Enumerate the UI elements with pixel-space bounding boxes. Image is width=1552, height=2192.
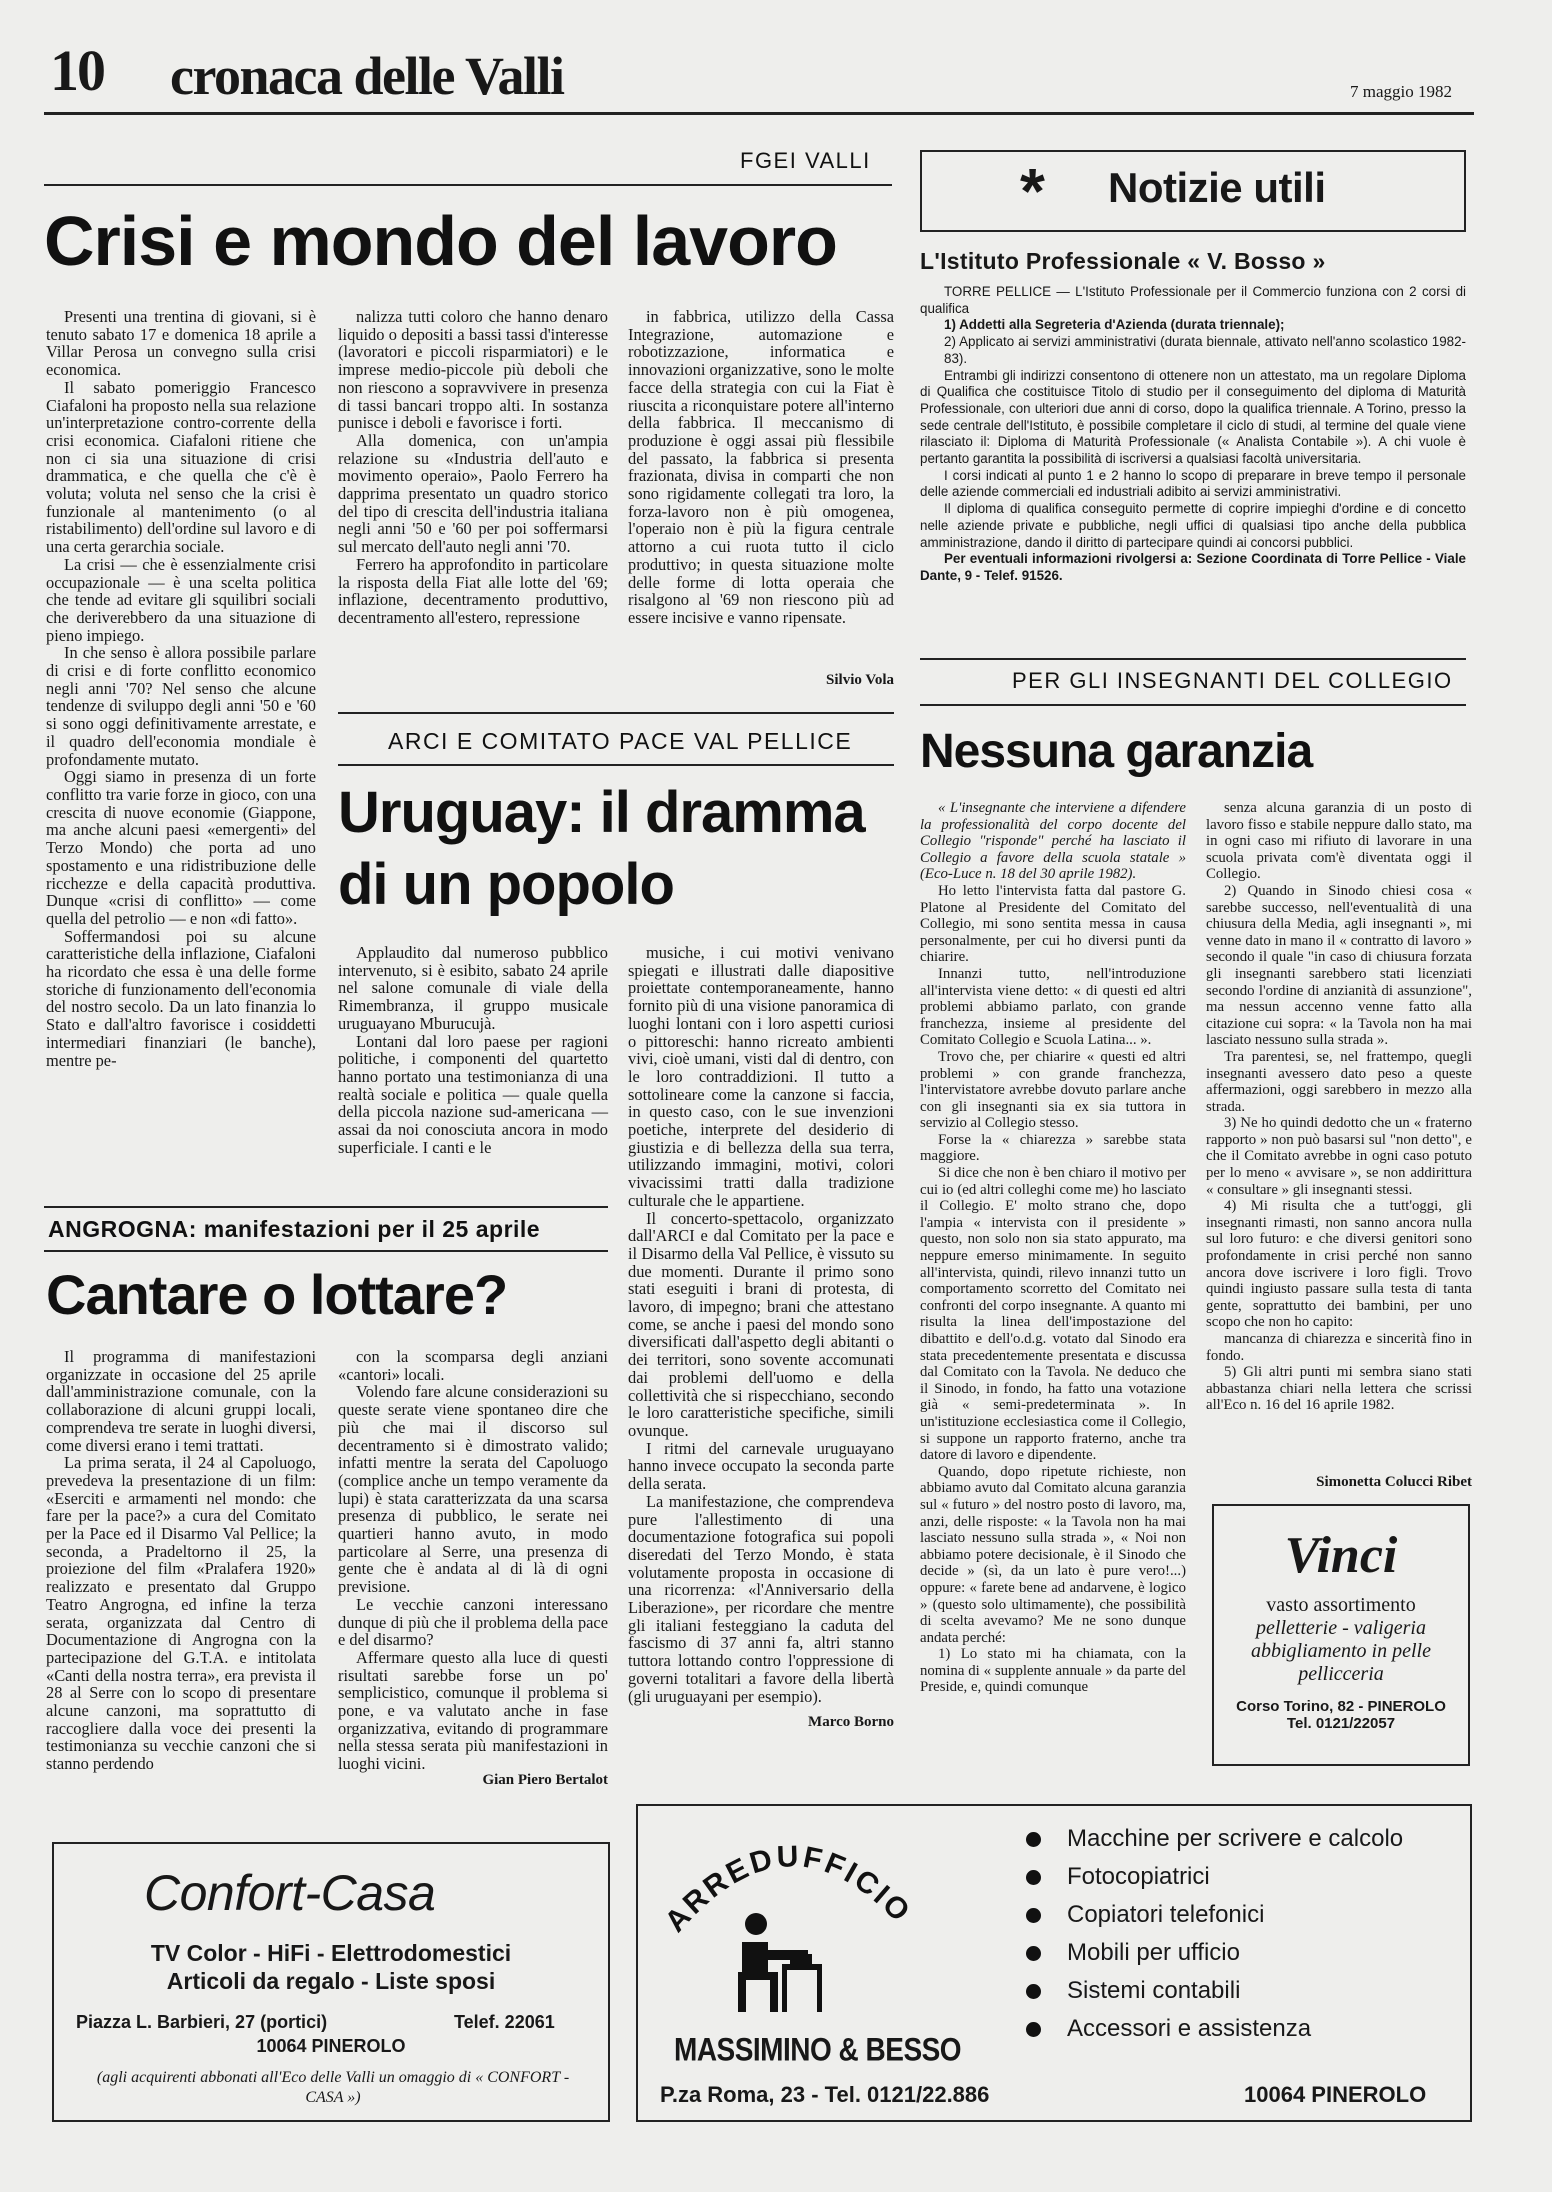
article4-headline: Nessuna garanzia (920, 725, 1313, 778)
article2-col2 (628, 944, 894, 1712)
list-item-label: Sistemi contabili (1067, 1977, 1241, 2004)
article4-col2-p1: senza alcuna garanzia di un posto di lavoro fisso e stabile neppure dallo stato, ma in ogni caso mi rifiuto di lavorare in una scuola privata com'è diventata oggi il Collegio. (1206, 800, 1472, 883)
article1-col2-p2: Alla domenica, con un'ampia relazione su «Industria dell'auto e movimento operaio», Paolo Ferrero ha dapprima presentato un quadro storico del tipo di crescita dell'industria italiana negli anni '50 e '60 per poi soffermarsi sul mercato dell'auto negli anni '70. (338, 430, 608, 557)
article1-headline: Crisi e mondo del lavoro (44, 202, 837, 280)
list-item-label: Copiatori telefonici (1067, 1901, 1265, 1928)
article3-headline: Cantare o lottare? (46, 1263, 508, 1326)
article2-kicker: ARCI E COMITATO PACE VAL PELLICE (388, 728, 853, 754)
ad-vinci-line1: vasto assortimento (1266, 1594, 1416, 1616)
list-item-label: Accessori e assistenza (1067, 2015, 1312, 2042)
article1-col2-p3: Ferrero ha approfondito in particolare la risposta della Fiat alle lotte del '69; inflazione, decentramento produttivo, decentramento all'estero, repressione (338, 554, 608, 627)
ad-confort-casa (52, 1842, 610, 2122)
notizie-p4: Entrambi gli indirizzi consentono di ottenere non un attestato, ma un regolare Diploma di Qualifica che costituisce Titolo di studio per il conseguimento del diploma di Maturità Professionale, con ulteriori due anni di corso, dopo la qualifica triennale. A Torino, presso la sede centrale dell'Istituto, è possibile completare il ciclo di studi, al termine del quale viene rilasciato il: Diploma di Maturità Professionale (« Analista Contabile »). A chi vuole è pertanto garantita la possibilità di iscriversi a qualsiasi facoltà universitaria. (920, 367, 1466, 467)
article4-signature: Simonetta Colucci Ribet (1316, 1474, 1472, 1490)
article2-col1 (338, 944, 608, 1180)
list-item-label: Fotocopiatrici (1067, 1863, 1210, 1890)
article1-col1-p1: Presenti una trentina di giovani, si è tenuto sabato 17 e domenica 18 aprile a Villar Perosa un convegno sulla crisi economica. (46, 307, 316, 380)
article4-col2-p3: Tra parentesi, se, nel frattempo, quegli insegnanti avessero dato peso a queste affermazioni, oggi sarebbero in mezzo alla strada. (1206, 1048, 1472, 1115)
ad-confort-phone: Telef. 22061 (454, 2012, 555, 2032)
article3-col2-p1: con la scomparsa degli anziani «cantori» locali. (338, 1347, 608, 1384)
newspaper-title: cronaca delle Valli (170, 46, 564, 106)
article3-col1-p1: Il programma di manifestazioni organizzate in occasione del 25 aprile dall'amministrazione comunale, con la collaborazione di alcuni gruppi locali, comprendeva tre serate in luoghi diversi, come diversi erano i temi trattati. (46, 1347, 316, 1455)
notizie-p7: Per eventuali informazioni rivolgersi a: Sezione Coordinata di Torre Pellice - Viale Dante, 9 - Telef. 91526. (920, 551, 1466, 583)
article1-col1-p3: La crisi — che è essenzialmente crisi occupazionale — è una scelta politica che tende ad evitare gli squilibri sociali che deriverebbero da una situazione di pieno impiego. (46, 554, 316, 645)
page-number: 10 (50, 38, 104, 103)
article4-col2-p5: 4) Mi risulta che a tutt'oggi, gli insegnanti rimasti, non sanno ancora nulla sul loro futuro: e che diversi genitori sono profondamente in crisi perché non sanno ancora dove iscrivere i loro figli. Trovo quindi ingiusto passare sulla testa di tanta gente, soprattutto dei bambini, per uno scopo che non ho capito: (1206, 1198, 1472, 1331)
ad-confort-name: Confort-Casa (144, 1865, 436, 1921)
article1-kicker-rule (44, 184, 892, 186)
ad-arredufficio-list (1026, 1820, 1403, 2048)
article3-col2-p4: Affermare questo alla luce di questi risultati sarebbe forse un po' semplicistico, comunque il problema si pone, e va valutato anche in fase organizzativa, evitando di programmare nella stessa serata più manifestazioni in luoghi vicini. (338, 1647, 608, 1774)
list-item (1026, 2010, 1403, 2048)
ad-arredufficio-company: MASSIMINO & BESSO (674, 2031, 962, 2068)
article1-signature: Silvio Vola (826, 672, 894, 688)
article3-col2 (338, 1347, 608, 1774)
article4-col1-p7: Quando, dopo ripetute richieste, non abbiamo avuto dal Comitato alcuna garanzia sul « futuro » del nostro posto di lavoro, ma, anzi, delle risposte: « la Tavola non ha mai lasciato nessuno sulla strada », « Noi non abbiamo potere decisionale, è il Sinodo che decide » (sì, da un lato è pure vero!...) oppure: « farete bene ad andarvene, è logico » (questo solo ultimamente), che possibilità di scelta avevamo? Me ne sono dunque andata perché: (920, 1463, 1186, 1646)
article1-col1-p2: Il sabato pomeriggio Francesco Ciafaloni ha proposto nella sua relazione un'interpretazione contro-corrente della crisi economica. Ciafaloni ritiene che non ci sia una situazione di crisi drammatica, e che quella che c'è è voluta; voluta nel senso che la crisi è funzionale al mantenimento (o al ristabilimento) dell'ordine sul lavoro e di una certa gerarchia sociale. (46, 377, 316, 557)
ad-confort-city: 10064 PINEROLO (256, 2036, 406, 2056)
article1-col2-p1: nalizza tutti coloro che hanno denaro liquido o depositi a bassi tassi d'interesse (lavoratori e piccoli risparmiatori) e le imprese medio-piccole più deboli che non riescono a sopravvivere in presenza di tassi bancari troppo alti. In sostanza punisce i deboli e favorisce i forti. (338, 307, 608, 433)
article1-col3-p1: in fabbrica, utilizzo della Cassa Integrazione, automazione e robotizzazione, informatica e innovazioni organizzative, sono le molte facce della strategia con cui la Fiat è riuscita a riconquistare potere all'interno della fabbrica. Il meccanismo di produzione è oggi assai più flessibile del passato, la fabbrica si presenta frazionata, divisa in comparti che non sono rigidamente collegati tra loro, la forza-lavoro non è più omogenea, l'operaio non è più la figura centrale attorno a cui ruota tutto il ciclo produttivo; in questa situazione molte delle forme di lotta operaia che risalgono al '69 non riescono più ad essere incisive e vanno ripensate. (628, 307, 894, 627)
bullet-icon (1026, 2022, 1041, 2037)
article4-col1-p5: Forse la « chiarezza » sarebbe stata maggiore. (920, 1131, 1186, 1165)
ad-arredufficio (636, 1804, 1472, 2122)
article1-col2 (338, 308, 608, 698)
list-item (1026, 1820, 1403, 1858)
article4-col2-p4: 3) Ne ho quindi dedotto che un « fraterno rapporto » non può basarsi sul "non detto", e che il Comitato avrebbe in ogni caso potuto per lo meno « avvisare », se non addirittura « consultare » gli insegnanti stessi. (1206, 1115, 1472, 1198)
article4-col1-p2: Ho letto l'intervista fatta dal pastore G. Platone al Presidente del Comitato del Collegio, mi sono sentita messa in causa personalmente, per cui ho diversi punti da chiarire. (920, 882, 1186, 966)
article2-headline-line1: Uruguay: il dramma (338, 780, 865, 845)
article2-col2-p4: La manifestazione, che comprendeva pure l'allestimento di una documentazione fotografica sui popoli diseredati del Terzo Mondo, è stata volutamente proposta in occasione di una ricorrenza: «l'Anniversario della Liberazione», per ricordare che mentre gli italiani festeggiano la caduta del fascismo di 37 anni fa, altri stanno tuttora lottando contro l'oppressione di governi totalitari a favore della libertà (gli uruguayani per esempio). (628, 1491, 894, 1706)
bullet-icon (1026, 1870, 1041, 1885)
list-item-label: Macchine per scrivere e calcolo (1067, 1825, 1404, 1852)
article4-col1-p1: « L'insegnante che interviene a difendere la professionalità del corpo docente del Collegio "risponde" perché ha lasciato il Collegio a favore della scuola statale » (Eco-Luce n. 18 del 30 aprile 1982). (920, 800, 1186, 883)
ad-vinci (1212, 1504, 1470, 1766)
list-item (1026, 1934, 1403, 1972)
article4-col1-p8: 1) Lo stato mi ha chiamata, con la nomina di « supplente annuale » da parte del Preside, e, quindi comunque (920, 1646, 1186, 1696)
ad-vinci-name: Vinci (1284, 1527, 1398, 1584)
article3-kicker-rule (44, 1250, 608, 1252)
bullet-icon (1026, 1946, 1041, 1961)
list-item (1026, 1858, 1403, 1896)
ad-arredufficio-brand-path: ARREDUFFICIO (658, 1840, 918, 1939)
article1-kicker: FGEI VALLI (740, 148, 871, 173)
article1-col1-p5: Oggi siamo in presenza di un forte conflitto tra varie forze in gioco, con una crescita di nuove economie (Giappone, ma anche alcuni paesi «emergenti» del Terzo Mondo) che porta ad uno spostamento e una ridistribuzione delle ricchezze e della capacità produttiva. Dunque «crisi di conflitto» — come quella del petrolio — e non «di fatto». (46, 767, 316, 928)
article2-col1-p1: Applaudito dal numeroso pubblico intervenuto, si è esibito, sabato 24 aprile nel salone comunale di viale della Rimembranza, il gruppo musicale uruguayano Mburucujà. (338, 943, 608, 1033)
article4-col2 (1206, 800, 1472, 1470)
article1-col1-p6: Soffermandosi poi su alcune caratteristiche della inflazione, Ciafaloni ha ricordato che essa è una delle forme storiche di funzionamento dell'economia del nostro secolo. Da un lato finanzia lo Stato e dall'altro favorisce i cosiddetti intermediari finanziari (le banche), mentre pe- (46, 926, 316, 1070)
article2-top-rule (338, 712, 894, 714)
ad-confort-line1: TV Color - HiFi - Elettrodomestici (150, 1940, 512, 1966)
article2-col2-p3: I ritmi del carnevale uruguayano hanno invece occupato la seconda parte della serata. (628, 1438, 894, 1494)
bullet-icon (1026, 1908, 1041, 1923)
list-item (1026, 1972, 1403, 2010)
article1-col1-p4: In che senso è allora possibile parlare di crisi e di forte conflitto economico negli anni '70? Nel senso che alcune tendenze di sviluppo degli anni '50 e '60 si sono oggi definitivamente arrestate, e il quadro dell'economia mondiale è profondamente mutato. (46, 643, 316, 769)
asterisk-icon: * (1020, 155, 1045, 227)
list-item (1026, 1896, 1403, 1934)
article4-col1-p6: Si dice che non è ben chiaro il motivo per cui io (ed altri colleghi come me) ho lasciato il Collegio. E' molto strano che, dopo l'ampia « intervista con il presidente » questo, non solo non sia stato appurato, ma neppure emerso minimamente. In seguito all'intervista, quindi, rilevo innanzi tutto un comportamento scorretto del Comitato nei confronti del corpo insegnante. A quanto mi risulta la linea dell'impostazione del dibattito e dell'o.d.g. votato dal Sinodo era stata precedentemente presentata e discussa dal Comitato con la Tavola. Ne deduco che il Sinodo, in fondo, ha fatto una votazione già « semi-predeterminata ». In un'istituzione ecclesiastica come il Collegio, si suppone un rapporto fraterno, anche tra datore di lavoro e dipendente. (920, 1165, 1186, 1464)
notizie-p3: 2) Applicato ai servizi amministrativi (durata biennale, attivato nell'anno scolastico 1982-83). (944, 334, 1466, 366)
notizie-p1: TORRE PELLICE — L'Istituto Professionale per il Commercio funziona con 2 corsi di qualifica (920, 284, 1466, 316)
ad-vinci-address: Corso Torino, 82 - PINEROLO (1236, 1698, 1446, 1715)
bullet-icon (1026, 1832, 1041, 1847)
notizie-p2: 1) Addetti alla Segreteria d'Azienda (durata triennale); (944, 317, 1285, 333)
article3-col1-p2: La prima serata, il 24 al Capoluogo, prevedeva la presentazione di un film: «Eserciti e armamenti nel mondo: che fare per la pace?» a cura del Comitato per la Pace ed il Disarmo Val Pellice; la seconda, a Pradeltorno il 25, la proiezione del film «Pralafera 1920» realizzato e presentato dal Gruppo Teatro Angrogna, ed infine la terza serata, organizzata dal Centro di Documentazione di Angrogna con la partecipazione del G.T.A. e intitolata «Canti della nostra terra», era prevista il 28 al Serre con lo scopo di presentare alcune canzoni, ma soprattutto di raccogliere dalla voce dei presenti la testimonianza su vecchie canzoni che si stanno perdendo (46, 1453, 316, 1774)
bullet-icon (1026, 1984, 1041, 1999)
article4-col1-p3: Innanzi tutto, nell'introduzione all'intervista viene detto: « di questi ed altri problemi abbiamo parlato, con grande franchezza, insieme al presidente del Comitato Collegio e Scuola Latina... ». (920, 965, 1186, 1049)
issue-date: 7 maggio 1982 (1350, 82, 1452, 101)
ad-confort-address: Piazza L. Barbieri, 27 (portici) (76, 2012, 328, 2032)
ad-arredufficio-address: P.za Roma, 23 - Tel. 0121/22.886 (660, 2082, 990, 2107)
article2-kicker-rule (338, 764, 894, 766)
list-item-label: Mobili per ufficio (1067, 1939, 1240, 1966)
article3-col2-p3: Le vecchie canzoni interessano dunque di più che il problema della pace e del disarmo? (338, 1594, 608, 1650)
ad-arredufficio-city: 10064 PINEROLO (1244, 2082, 1427, 2107)
article2-col1-p2: Lontani dal loro paese per ragioni politiche, i componenti del quartetto hanno portato una testimonianza di una realtà sociale e politica — quale quella della piccola nazione sud-americana — assai da noi conosciuta ancora in modo superficiale. I canti e le (338, 1031, 608, 1157)
article4-col2-p7: 5) Gli altri punti mi sembra siano stati abbastanza chiari nella lettera che scrissi all'Eco n. 16 del 16 aprile 1982. (1206, 1364, 1472, 1414)
article2-col2-p2: Il concerto-spettacolo, organizzato dall'ARCI e dal Comitato per la pace e il Disarmo della Val Pellice, è vissuto su due momenti. Durante il primo sono stati eseguiti i brani di protesta, di lavoro, di impegno; brani che attestano come, se anche i paesi del mondo sono diversificati dall'aspetto degli abitanti o dei territori, sono sovente accomunati dai problemi dell'uomo e della collettività che si rispecchiano, secondo le loro caratteristiche specifiche, simili ovunque. (628, 1208, 894, 1440)
notizie-p5: I corsi indicati al punto 1 e 2 hanno lo scopo di preparare in breve tempo il personale delle aziende commerciali ed industriali adibito ai servizi amministrativi. (920, 467, 1466, 500)
ad-vinci-line2: pelletterie - valigeria (1256, 1617, 1426, 1639)
article4-kicker-rule (920, 704, 1466, 706)
notizie-p6: Il diploma di qualifica conseguito permette di coprire impieghi d'ordine e di concetto nelle aziende private e pubbliche, negli uffici di qualsiasi tipo anche della pubblica amministrazione, dando il diritto di partecipare quindi ai concorsi pubblici. (920, 501, 1466, 550)
article2-headline-line2: di un popolo (338, 852, 674, 917)
article3-col2-p2: Volendo fare alcune considerazioni su queste serate viene spontaneo dire che più che mai il discorso sul decentramento si è dimostrato valido; infatti mentre la serata del Capoluogo (complice anche un tempo veramente da lupi) è stata caratterizzata da una scarsa presenza di pubblico, le serate nei quartieri hanno avuto, in modo particolare al Serre, una presenza di gente che è andata al di là di ogni previsione. (338, 1382, 608, 1597)
article3-col1 (46, 1348, 316, 1806)
ad-confort-note: (agli acquirenti abbonati all'Eco delle Valli un omaggio di « CONFORT - CASA ») (96, 2069, 570, 2106)
article4-col2-p6: mancanza di chiarezza e sincerità fino in fondo. (1206, 1331, 1472, 1364)
notizie-headline: L'Istituto Professionale « V. Bosso » (920, 248, 1326, 274)
article2-signature: Marco Borno (808, 1714, 894, 1730)
masthead-rule (44, 112, 1474, 115)
article1-col1 (46, 308, 316, 1178)
article4-kicker: PER GLI INSEGNANTI DEL COLLEGIO (1012, 668, 1453, 693)
article2-col2-p1: musiche, i cui motivi venivano spiegati e illustrati dalle diapositive proiettate contemporaneamente, hanno fornito più di una visione panoramica di luoghi lontani con i loro aspetti curiosi o pittoreschi: hanno ricreato ambienti vivi, cioè umani, visti dal di dentro, con le loro contraddizioni. Il tutto a sottolineare come la canzone si faccia, in questo caso, con le sue invenzioni poetiche, interprete del desiderio di giustizia e di bellezza della sua terra, utilizzando immagini, motivi, colori vivacissimi tratti dalla tradizione culturale che le appartiene. (628, 943, 894, 1210)
article3-top-rule (44, 1206, 608, 1208)
article4-col1 (920, 800, 1186, 1760)
article3-kicker: ANGROGNA: manifestazioni per il 25 aprile (48, 1216, 541, 1242)
article1-col3 (628, 308, 894, 668)
article3-signature: Gian Piero Bertalot (482, 1772, 608, 1788)
ad-confort-line2: Articoli da regalo - Liste sposi (166, 1968, 496, 1994)
ad-vinci-phone: Tel. 0121/22057 (1286, 1715, 1396, 1732)
article4-col2-p2: 2) Quando in Sinodo chiesi cosa « sarebbe successo, nell'eventualità di una chiusura della Media, agli insegnanti », mi venne dato in mano il « contratto di lavoro » secondo il quale "in caso di chiusura forzata gli insegnanti sarebbero stati licenziati secondo l'ordine di anzianità di assunzione", ma nessun accenno venne fatto alla citazione cui sopra: « la Tavola non ha mai lasciato nessuno sulla strada ». (1206, 882, 1472, 1049)
ad-vinci-line3: abbigliamento in pelle (1251, 1640, 1431, 1662)
notizie-title: Notizie utili (1108, 164, 1326, 211)
article4-top-rule (920, 658, 1466, 660)
article4-col1-p4: Trovo che, per chiarire « questi ed altri problemi » con grande franchezza, l'intervistatore avrebbe dovuto parlare anche con gli insegnanti sia ex sia tuttora in servizio al Collegio stesso. (920, 1048, 1186, 1132)
ad-vinci-line4: pellicceria (1298, 1663, 1384, 1685)
desk-figure-icon (718, 1910, 828, 2020)
notizie-body (920, 284, 1466, 636)
